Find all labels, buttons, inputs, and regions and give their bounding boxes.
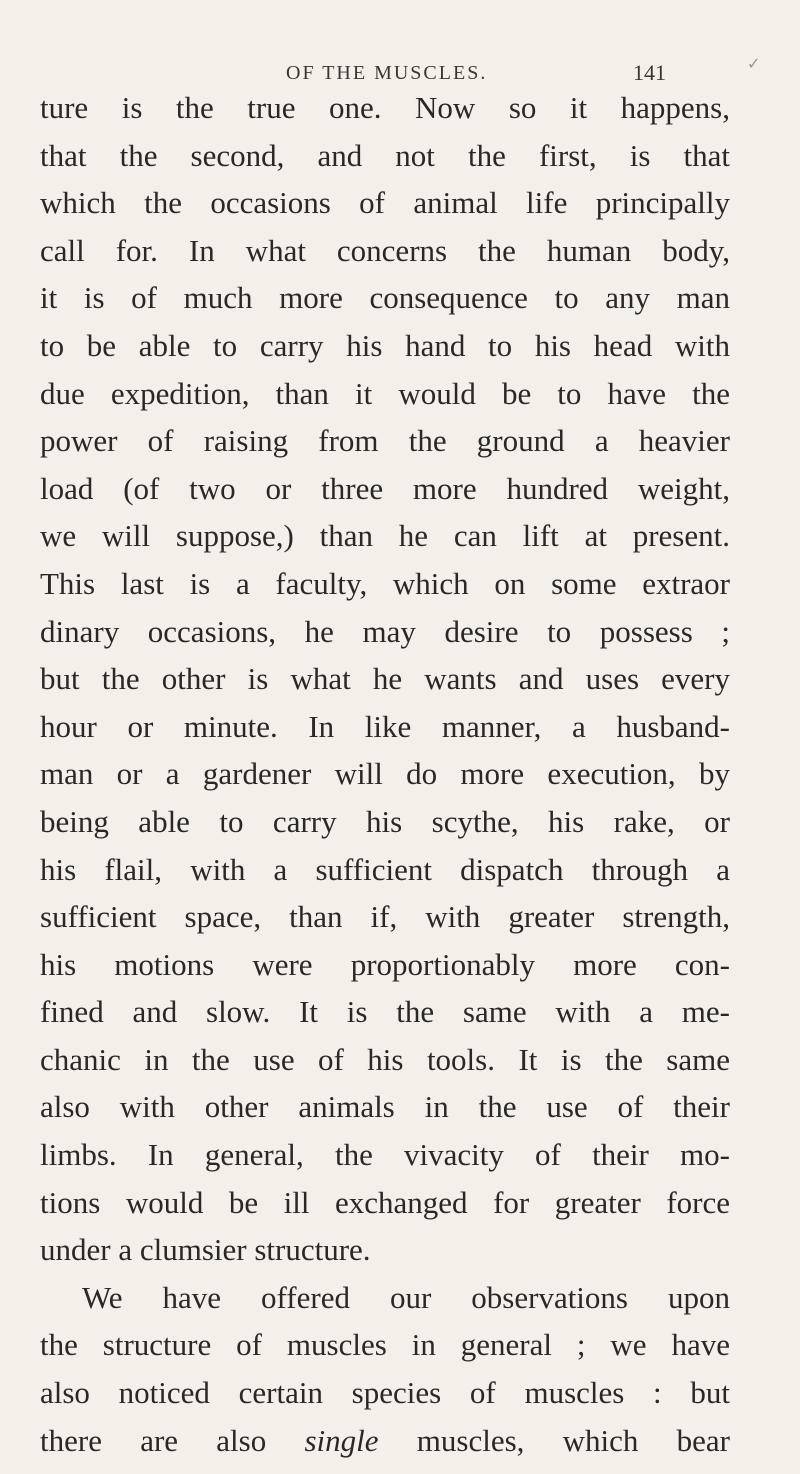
- text-line: the structure of muscles in general ; we have: [40, 1327, 730, 1363]
- text-line: his flail, with a sufficient dispatch through a: [40, 851, 730, 887]
- paragraph-first-line: We have offered our observations upon: [82, 1279, 730, 1315]
- text-line: under a clumsier structure.: [40, 1232, 371, 1268]
- text-line: man or a gardener will do more execution, by: [40, 756, 730, 792]
- page-number: 141: [633, 60, 666, 85]
- text-line: tions would be ill exchanged for greater force: [40, 1184, 730, 1220]
- italic-word: single: [304, 1422, 379, 1458]
- text-line: but the other is what he wants and uses every: [40, 661, 730, 697]
- text-line: limbs. In general, the vivacity of their mo-: [40, 1137, 730, 1173]
- line-segment: there are also: [40, 1422, 267, 1458]
- text-line: fined and slow. It is the same with a me-: [40, 994, 730, 1030]
- text-line: being able to carry his scythe, his rake, or: [40, 803, 730, 839]
- text-line: dinary occasions, he may desire to possess ;: [40, 613, 730, 649]
- text-line: load (of two or three more hundred weight,: [40, 470, 730, 506]
- running-head-title: OF THE MUSCLES.: [286, 62, 488, 84]
- text-line-with-italic: [40, 1417, 730, 1465]
- text-line: hour or minute. In like manner, a husband-: [40, 708, 730, 744]
- text-line: sufficient space, than if, with greater strength,: [40, 899, 730, 935]
- line-segment: muscles, which bear: [416, 1422, 731, 1458]
- text-line: which the occasions of animal life principally: [40, 185, 730, 221]
- text-line: we will suppose,) than he can lift at present.: [40, 518, 730, 554]
- text-line: ture is the true one. Now so it happens,: [40, 90, 730, 125]
- text-line: also with other animals in the use of their: [40, 1089, 730, 1125]
- text-line: to be able to carry his hand to his head with: [40, 327, 730, 363]
- margin-check-mark: ✓: [747, 56, 761, 73]
- text-line: also noticed certain species of muscles : but: [40, 1375, 730, 1411]
- body-text: [40, 84, 730, 1464]
- text-line: due expedition, than it would be to have the: [40, 375, 730, 411]
- text-line: call for. In what concerns the human body,: [40, 232, 730, 268]
- text-line: This last is a faculty, which on some extraor: [40, 565, 730, 601]
- text-line: chanic in the use of his tools. It is the same: [40, 1041, 730, 1077]
- text-line: power of raising from the ground a heavier: [40, 423, 730, 459]
- text-line: that the second, and not the first, is that: [40, 137, 730, 173]
- text-line: it is of much more consequence to any man: [40, 280, 730, 316]
- text-line: his motions were proportionably more con-: [40, 946, 730, 982]
